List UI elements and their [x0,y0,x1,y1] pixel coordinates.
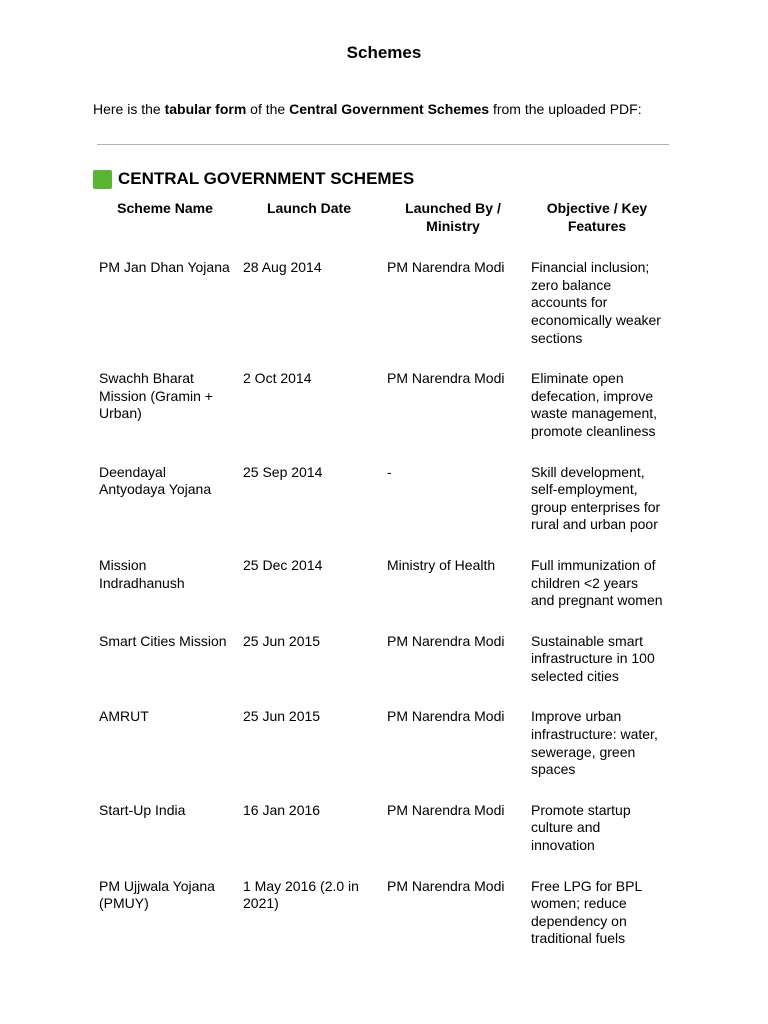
cell-scheme-name: AMRUT [99,708,149,725]
green-square-icon [93,170,112,189]
cell-scheme-name: PM Jan Dhan Yojana [99,259,230,276]
cell-launched-by: PM Narendra Modi [387,877,505,894]
cell-objective: Financial inclusion; zero balance accounts for economically weaker sections [531,259,661,346]
cell-launch-date: 16 Jan 2016 [243,801,321,818]
cell-launched-by: PM Narendra Modi [387,259,505,276]
section-heading-text: CENTRAL GOVERNMENT SCHEMES [118,169,415,188]
cell-launch-date: 25 Dec 2014 [243,556,323,573]
cell-scheme-name: Deendayal Antyodaya Yojana [99,463,212,498]
intro-prefix: Here is the [93,101,165,117]
cell-launch-date: 28 Aug 2014 [243,259,322,276]
table-row [93,790,669,866]
cell-objective: Promote startup culture and innovation [531,801,631,854]
cell-launched-by: PM Narendra Modi [387,801,505,818]
column-header-launched-by: Launched By / Ministry [405,200,501,234]
column-header-scheme-name: Scheme Name [117,200,213,216]
intro-text [93,100,642,118]
cell-objective: Free LPG for BPL women; reduce dependency on traditional fuels [531,877,642,947]
page-title: Schemes [346,43,422,62]
table-row [93,696,669,789]
table-row [93,452,669,545]
cell-launch-date: 1 May 2016 (2.0 in 2021) [243,877,359,912]
cell-launch-date: 25 Jun 2015 [243,632,321,649]
cell-launched-by: PM Narendra Modi [387,632,505,649]
section-heading [93,168,414,190]
table-row [93,358,669,451]
schemes-table [93,196,669,959]
intro-middle: of the [246,101,290,117]
cell-objective: Eliminate open defecation, improve waste management, promote cleanliness [531,370,658,439]
cell-objective: Sustainable smart infrastructure in 100 selected cities [531,632,655,684]
cell-scheme-name: Mission Indradhanush [99,556,185,591]
cell-scheme-name: Start-Up India [99,801,186,818]
cell-launched-by: PM Narendra Modi [387,708,505,725]
table-row [93,866,669,959]
cell-scheme-name: Swachh Bharat Mission (Gramin + Urban) [99,370,213,422]
cell-objective: Improve urban infrastructure: water, sewerage, green spaces [531,708,658,778]
cell-launched-by: PM Narendra Modi [387,370,505,387]
intro-suffix: from the uploaded PDF: [489,101,642,117]
cell-objective: Skill development, self-employment, group enterprises for rural and urban poor [531,463,661,533]
table-row [93,621,669,697]
table-row [93,247,669,358]
cell-objective: Full immunization of children <2 years and pregnant women [531,556,663,609]
cell-scheme-name: PM Ujjwala Yojana (PMUY) [99,877,215,912]
horizontal-divider [97,144,669,145]
cell-launched-by: - [387,463,392,480]
table-row [93,545,669,621]
cell-launch-date: 2 Oct 2014 [243,370,312,387]
column-header-objective: Objective / Key Features [546,200,648,234]
cell-launch-date: 25 Jun 2015 [243,708,321,725]
cell-launch-date: 25 Sep 2014 [243,463,323,480]
intro-bold-tabular-form: tabular form [164,101,247,117]
intro-bold-schemes: Central Government Schemes [289,101,490,117]
column-header-launch-date: Launch Date [266,200,351,216]
cell-scheme-name: Smart Cities Mission [99,632,227,649]
table-header-row [93,196,669,247]
cell-launched-by: Ministry of Health [387,556,496,573]
